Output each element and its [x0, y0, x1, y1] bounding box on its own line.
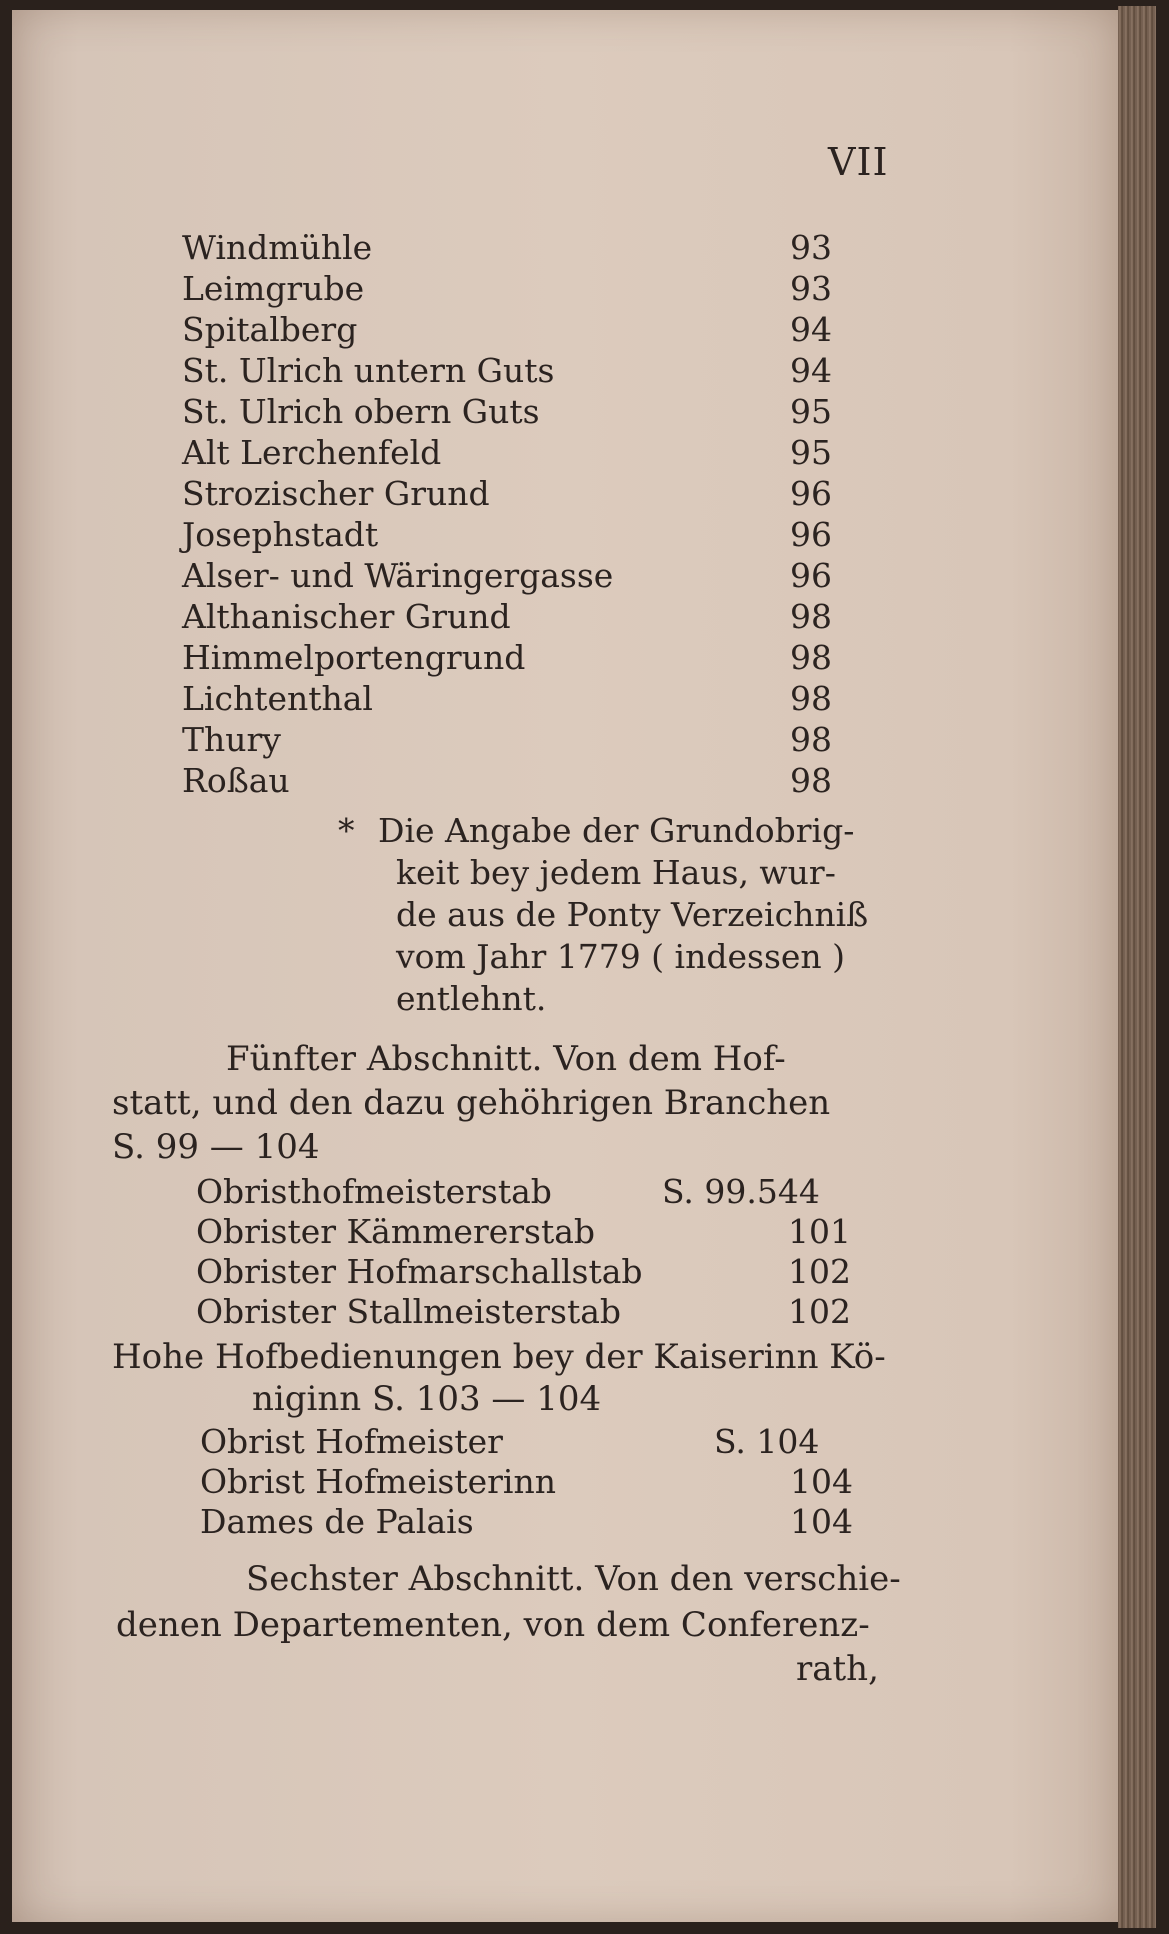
- entry-page: 95: [790, 433, 832, 472]
- entry-page: 98: [790, 720, 832, 759]
- footnote-line: keit bey jedem Haus, wur-: [396, 853, 836, 892]
- section-heading-line: statt, und den dazu gehöhrigen Branchen: [112, 1083, 831, 1123]
- entry-page: S. 104: [714, 1422, 820, 1461]
- page-number: VII: [828, 140, 889, 184]
- catchword: rath,: [796, 1649, 879, 1689]
- entry-label: Obrist Hofmeister: [200, 1422, 503, 1461]
- entry-label: Obrister Kämmererstab: [196, 1212, 596, 1251]
- section-heading-line: S. 99 — 104: [112, 1127, 320, 1167]
- entry-page: 104: [790, 1502, 853, 1541]
- entry-page: 101: [788, 1212, 851, 1251]
- entry-page: S. 99.544: [662, 1172, 820, 1211]
- entry-label: Alser- und Wäringergasse: [182, 556, 614, 595]
- entry-label: Leimgrube: [182, 269, 365, 308]
- entry-label: Obristhofmeisterstab: [196, 1172, 552, 1211]
- entry-page: 95: [790, 392, 832, 431]
- entry-page: 98: [790, 638, 832, 677]
- entry-label: Dames de Palais: [200, 1502, 474, 1541]
- entry-page: 96: [790, 474, 832, 513]
- entry-page: 94: [790, 351, 832, 390]
- footnote-marker: *: [338, 811, 355, 850]
- footnote-line: Die Angabe der Grundobrig-: [378, 811, 855, 850]
- entry-label: Roßau: [182, 761, 290, 800]
- entry-label: Windmühle: [182, 228, 373, 267]
- entry-label: Obrist Hofmeisterinn: [200, 1462, 556, 1501]
- entry-label: Obrister Hofmarschallstab: [196, 1252, 643, 1291]
- entry-page: 93: [790, 269, 832, 308]
- entry-label: Althanischer Grund: [182, 597, 511, 636]
- entry-page: 98: [790, 679, 832, 718]
- entry-page: 98: [790, 761, 832, 800]
- entry-label: Strozischer Grund: [182, 474, 490, 513]
- subheading: Hohe Hofbedienungen bey der Kaiserinn Kö-: [112, 1337, 886, 1377]
- section-heading-line: denen Departementen, von dem Conferenz-: [116, 1605, 870, 1645]
- entry-page: 98: [790, 597, 832, 636]
- entry-page: 102: [788, 1252, 851, 1291]
- entry-page: 94: [790, 310, 832, 349]
- footnote-line: entlehnt.: [396, 979, 547, 1018]
- entry-label: Obrister Stallmeisterstab: [196, 1292, 622, 1331]
- entry-label: Himmelportengrund: [182, 638, 526, 677]
- entry-label: Josephstadt: [182, 515, 379, 554]
- entry-label: St. Ulrich obern Guts: [182, 392, 540, 431]
- footnote-line: de aus de Ponty Verzeichniß: [396, 895, 869, 934]
- book-fore-edge: [1118, 6, 1156, 1928]
- entry-page: 102: [788, 1292, 851, 1331]
- entry-label: Alt Lerchenfeld: [182, 433, 442, 472]
- subheading-line: niginn S. 103 — 104: [252, 1379, 602, 1419]
- entry-label: Thury: [182, 720, 281, 759]
- entry-page: 93: [790, 228, 832, 267]
- section-heading: Sechster Abschnitt. Von den verschie-: [246, 1559, 901, 1599]
- entry-page: 104: [790, 1462, 853, 1501]
- footnote-line: vom Jahr 1779 ( indessen ): [396, 937, 846, 976]
- entry-label: Spitalberg: [182, 310, 358, 349]
- section-heading: Fünfter Abschnitt. Von dem Hof-: [226, 1039, 786, 1079]
- entry-page: 96: [790, 556, 832, 595]
- entry-label: St. Ulrich untern Guts: [182, 351, 555, 390]
- entry-label: Lichtenthal: [182, 679, 373, 718]
- entry-page: 96: [790, 515, 832, 554]
